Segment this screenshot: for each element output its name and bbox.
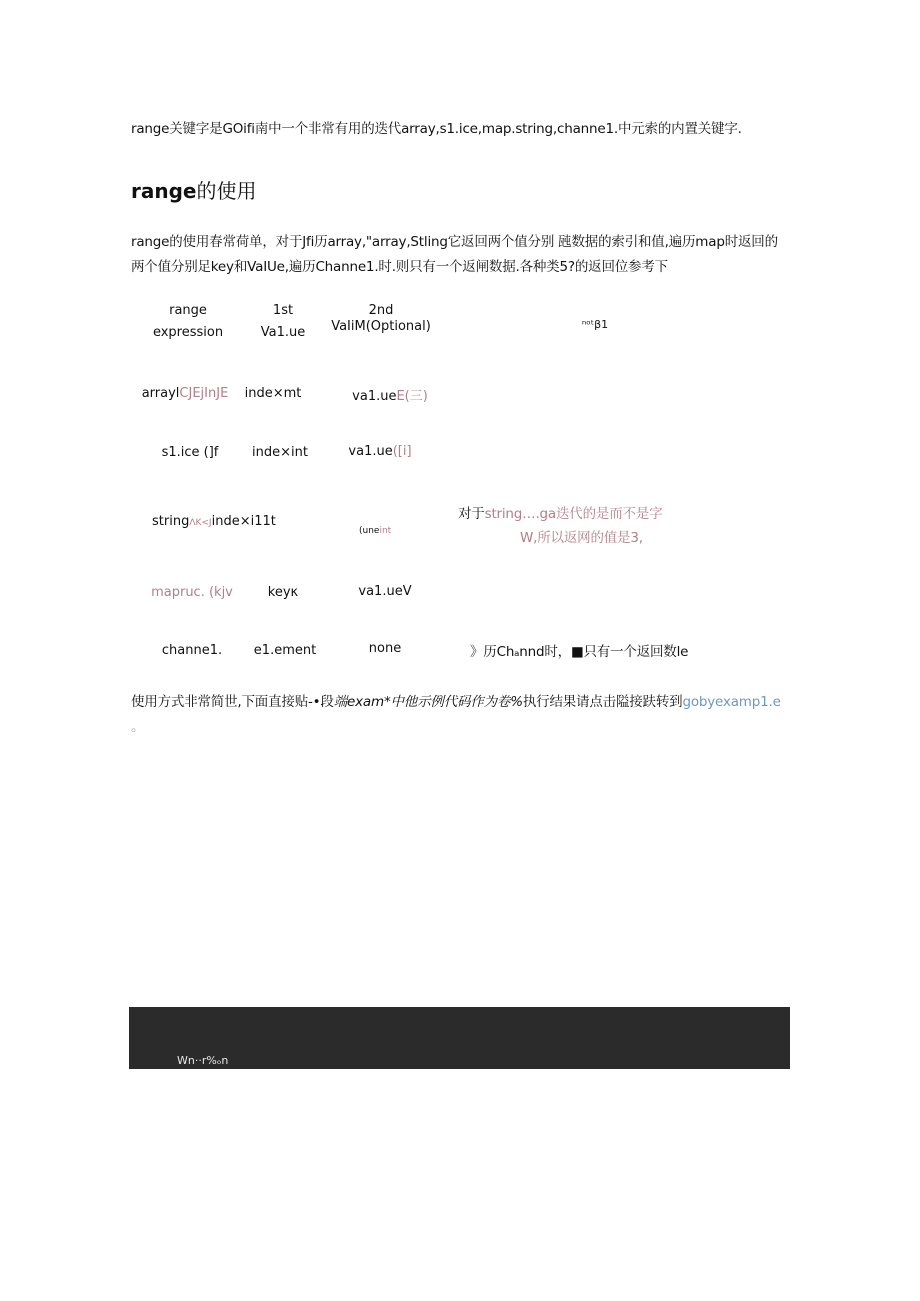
para-line-2: 两个值分别足key和VaIUe,遍历Channe1.时.则只有一个返闸数据.各种类5?的返回位参考下	[131, 259, 668, 275]
section-heading	[131, 175, 256, 204]
usage-text	[131, 690, 781, 710]
heading-rest: 的使用	[196, 179, 257, 203]
usage-suffix: 执行结果请点击隘接趺转到	[522, 694, 683, 710]
row-string-note-highlight: string….ga迭代的是而不是字	[484, 506, 663, 522]
row-slice-expression: s1.ice (]f	[161, 445, 219, 460]
code-label: Wn··r%ₒn	[177, 1054, 229, 1067]
intro-text: range关键字是GOifi南中一个非常有用的迭代array,s1.ice,map.string,channe1.中元索的内置关键字.	[131, 121, 742, 137]
header-value-optional: VaIiM(Optional)	[331, 319, 431, 334]
usage-prefix: 使用方式非常简世,下面直接贴-•段	[131, 694, 334, 710]
header-value: Va1.ue	[260, 325, 306, 340]
row-slice-second-value: va1.ue	[348, 444, 393, 459]
row-string-second-type: (une	[359, 526, 380, 536]
row-array-second	[340, 385, 440, 404]
heading-keyword: range	[131, 179, 197, 203]
usage-tail: 。	[131, 719, 145, 735]
row-array-second-suffix: E(三)	[396, 389, 428, 404]
header-note: ⁿᵒᵗβ1	[581, 318, 609, 331]
row-string-note-prefix: 对于	[458, 506, 485, 522]
row-string-type: string	[152, 514, 190, 529]
row-map-expression: mapruc. (kjv	[151, 585, 233, 600]
row-map-first: keyκ	[267, 585, 299, 600]
para-line-1: range的使用春常荷单，对于Jfi历array,"array,Stling它返回两个值分别 瓲数据的索引和值,遍历map时返回的	[131, 234, 778, 250]
usage-italic: 端exam*中他示例代码作为卷%	[333, 694, 523, 710]
code-block	[129, 1007, 790, 1069]
row-string-type-suffix: ΛK<J	[189, 518, 212, 528]
row-array-second-value: va1.ue	[352, 389, 397, 404]
row-array-first: inde×mt	[244, 386, 302, 401]
header-2nd: 2nd	[368, 303, 394, 318]
header-range: range	[169, 303, 207, 318]
row-string-second-suffix: int	[379, 526, 392, 536]
row-channel-first: e1.ement	[253, 643, 317, 658]
row-array-type: arrayl	[141, 386, 180, 401]
row-slice-second	[330, 444, 430, 459]
row-string-expression	[152, 514, 276, 529]
row-string-second	[359, 526, 391, 536]
row-channel-second: none	[368, 641, 402, 656]
gobyexample-link[interactable]: gobyexamp1.e	[682, 694, 781, 710]
row-slice-first: inde×int	[252, 445, 308, 460]
row-map-second: va1.ueV	[358, 584, 412, 599]
row-slice-second-suffix: ([i]	[392, 444, 412, 459]
row-channel-expression: channe1.	[161, 643, 223, 658]
row-string-first: inde×i11t	[211, 514, 276, 529]
header-1st: 1st	[272, 303, 294, 318]
header-expression: expression	[152, 325, 224, 340]
row-array-expression	[130, 386, 240, 401]
row-channel-note: 》历Chₐnnd时，■只有一个返回数le	[470, 644, 689, 660]
row-string-note-line-2: W,所以返网的值是3,	[520, 530, 643, 546]
row-array-type-suffix: CJEjInJE	[179, 386, 229, 401]
row-string-note-line-1	[458, 502, 662, 522]
